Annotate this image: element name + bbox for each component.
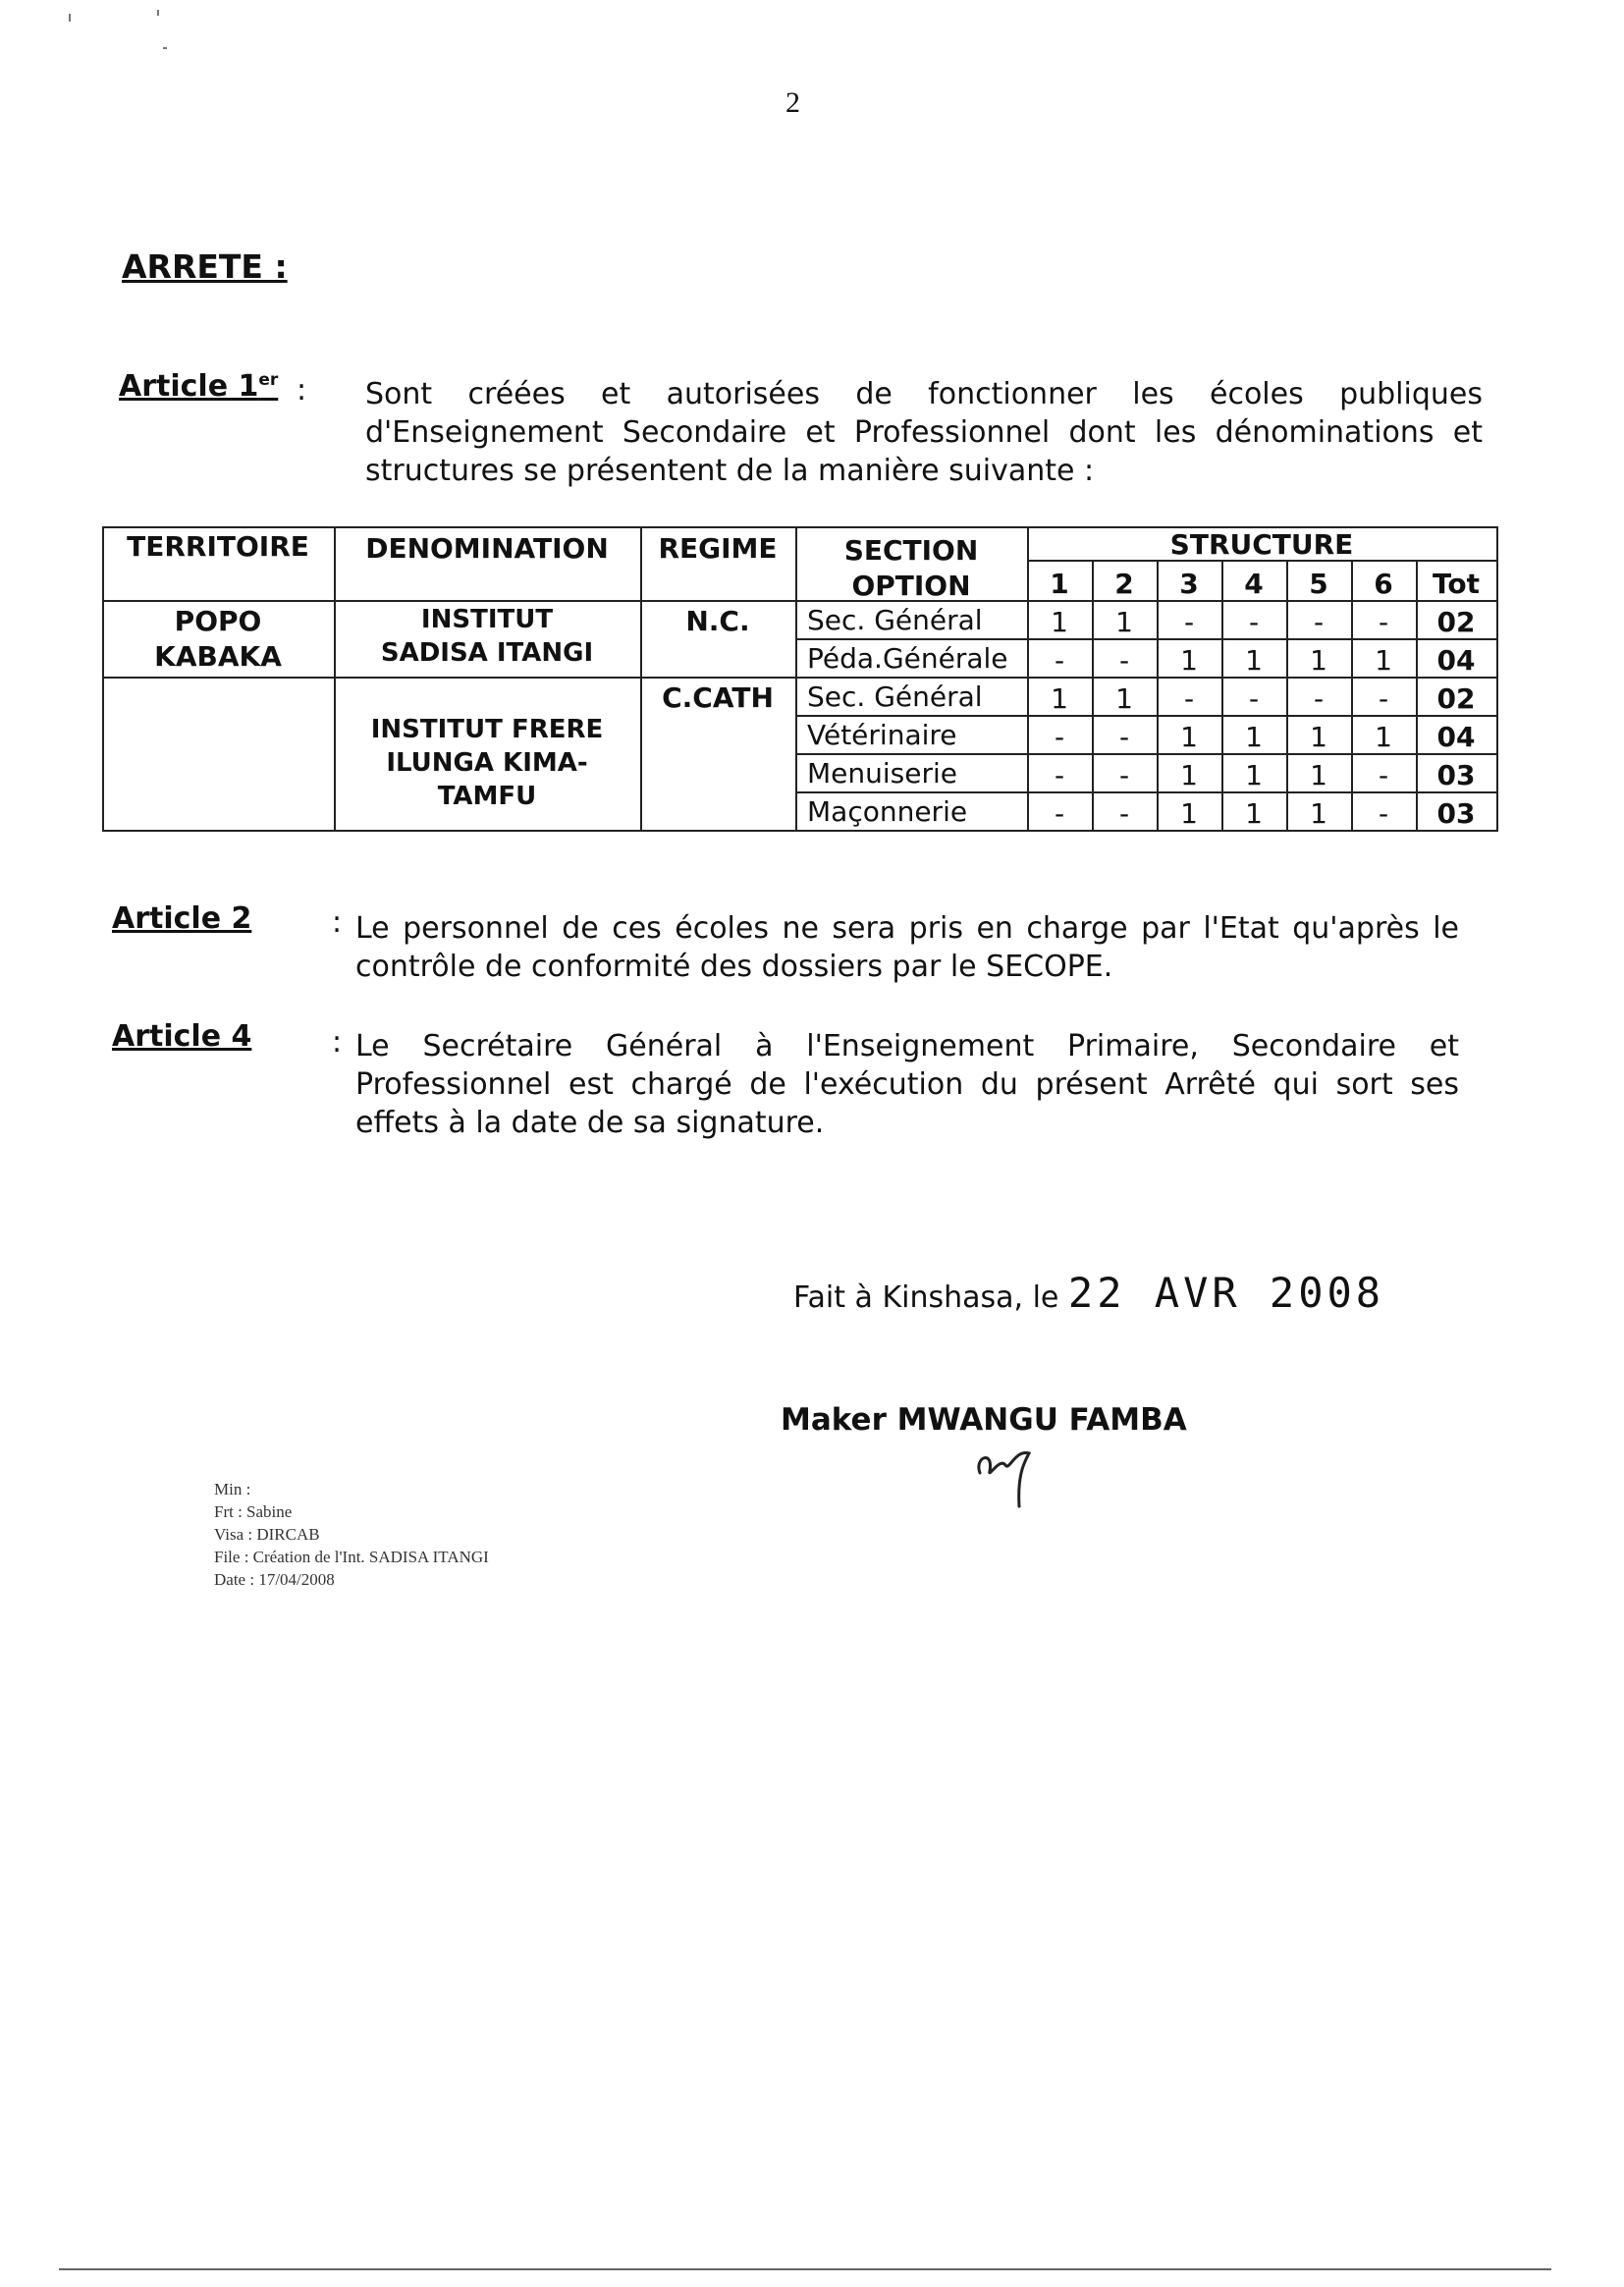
table-cell: -	[1054, 759, 1065, 791]
article2-colon: :	[332, 905, 343, 940]
place-and-date	[793, 1269, 1384, 1317]
school-regime: N.C.	[685, 605, 750, 637]
table-cell: 1	[1245, 721, 1263, 753]
table-cell-total: 02	[1436, 606, 1476, 638]
header-option: OPTION	[851, 570, 971, 602]
table-cell: -	[1118, 721, 1130, 753]
scan-speck	[69, 14, 71, 22]
table-row-option: Péda.Générale	[807, 642, 1008, 675]
table-row-option: Sec. Général	[807, 604, 983, 636]
table-cell-total: 04	[1436, 721, 1476, 753]
table-cell: -	[1054, 644, 1065, 677]
scan-speck	[163, 47, 167, 49]
table-cell: 1	[1180, 759, 1198, 791]
table-cell: 1	[1051, 606, 1068, 638]
reference-line: Min :	[214, 1480, 251, 1498]
table-cell: 1	[1375, 644, 1392, 677]
table-cell: -	[1313, 606, 1325, 638]
table-row-option: Vétérinaire	[807, 719, 957, 751]
bottom-rule	[59, 2268, 1551, 2270]
territoire-line: KABAKA	[154, 640, 282, 673]
school-name-line: TAMFU	[437, 782, 537, 811]
reference-line: Frt : Sabine	[214, 1502, 293, 1521]
table-cell: 1	[1245, 644, 1263, 677]
arrete-heading: ARRETE :	[122, 247, 288, 286]
table-cell: 1	[1051, 682, 1068, 715]
table-row-option: Menuiserie	[807, 757, 957, 790]
table-cell-total: 02	[1436, 682, 1476, 715]
school-name-line: INSTITUT	[420, 605, 554, 634]
place-text: Fait à Kinshasa, le	[793, 1280, 1059, 1315]
reference-line: Visa : DIRCAB	[214, 1525, 320, 1544]
header-col-6: 6	[1374, 568, 1393, 600]
article1-label: Article 1er	[119, 369, 279, 404]
signature-icon	[972, 1443, 1051, 1512]
article4-text: Le Secrétaire Général à l'Enseignement Primaire, Secondaire et Professionnel est chargé de l'exécution du présent Arrêté qui sort ses effets à la date de sa signature.	[355, 1029, 1459, 1140]
article4-label: Article 4	[112, 1019, 252, 1054]
table-cell: -	[1378, 606, 1389, 638]
table-cell: -	[1313, 682, 1325, 715]
page-number: 2	[785, 86, 800, 119]
header-col-4: 4	[1244, 568, 1264, 600]
table-cell: 1	[1245, 759, 1263, 791]
header-col-tot: Tot	[1432, 568, 1480, 600]
table-cell: 1	[1180, 721, 1198, 753]
article1-text: Sont créées et autorisées de fonctionner les écoles publiques d'Enseignement Secondaire et Professionnel dont les dénominations et structures se présentent de la manière suivante :	[365, 377, 1483, 488]
table-cell: 1	[1180, 797, 1198, 830]
school-name-line: SADISA ITANGI	[380, 638, 594, 668]
reference-block	[214, 1478, 489, 1591]
signer-name: Maker MWANGU FAMBA	[781, 1402, 1187, 1438]
table-cell: 1	[1310, 759, 1327, 791]
reference-line: Date : 17/04/2008	[214, 1570, 335, 1589]
header-structure: STRUCTURE	[1169, 528, 1354, 561]
table-cell: -	[1248, 606, 1260, 638]
table-cell: 1	[1375, 721, 1392, 753]
header-territoire: TERRITOIRE	[127, 530, 309, 563]
header-regime: REGIME	[658, 532, 778, 565]
school-name-line: ILUNGA KIMA-	[386, 748, 588, 778]
table-cell: -	[1378, 759, 1389, 791]
table-cell-total: 03	[1436, 759, 1476, 791]
table-cell: -	[1054, 797, 1065, 830]
table-cell: -	[1054, 721, 1065, 753]
table-cell: -	[1378, 797, 1389, 830]
table-cell-total: 03	[1436, 797, 1476, 830]
scan-speck	[157, 10, 159, 16]
table-cell: 1	[1310, 644, 1327, 677]
table-cell: -	[1183, 682, 1195, 715]
article1-colon: :	[297, 373, 307, 408]
header-col-1: 1	[1050, 568, 1069, 600]
header-section: SECTION	[843, 534, 979, 567]
table-cell: 1	[1310, 797, 1327, 830]
table-cell: -	[1118, 644, 1130, 677]
territoire-line: POPO	[174, 605, 262, 637]
header-col-5: 5	[1309, 568, 1328, 600]
table-cell: -	[1118, 759, 1130, 791]
stamp-date: 22 AVR 2008	[1067, 1269, 1385, 1317]
header-denomination: DENOMINATION	[365, 532, 609, 565]
table-row-option: Maçonnerie	[807, 795, 968, 828]
table-cell: 1	[1245, 797, 1263, 830]
table-cell: -	[1378, 682, 1389, 715]
table-cell: 1	[1310, 721, 1327, 753]
table-cell: -	[1183, 606, 1195, 638]
school-regime: C.CATH	[662, 681, 774, 714]
article2-text: Le personnel de ces écoles ne sera pris en charge par l'Etat qu'après le contrôle de conformité des dossiers par le SECOPE.	[355, 911, 1459, 984]
header-col-2: 2	[1114, 568, 1134, 600]
table-row-option: Sec. Général	[807, 681, 983, 713]
table-cell: 1	[1115, 606, 1133, 638]
table-cell-total: 04	[1436, 644, 1476, 677]
table-cell: -	[1118, 797, 1130, 830]
table-cell: -	[1248, 682, 1260, 715]
article2-label: Article 2	[112, 901, 252, 936]
table-cell: 1	[1180, 644, 1198, 677]
schools-table	[102, 526, 1498, 847]
school-name-line: INSTITUT FRERE	[370, 715, 604, 744]
article4-colon: :	[332, 1025, 343, 1060]
reference-line: File : Création de l'Int. SADISA ITANGI	[214, 1548, 489, 1566]
table-cell: 1	[1115, 682, 1133, 715]
header-col-3: 3	[1179, 568, 1199, 600]
